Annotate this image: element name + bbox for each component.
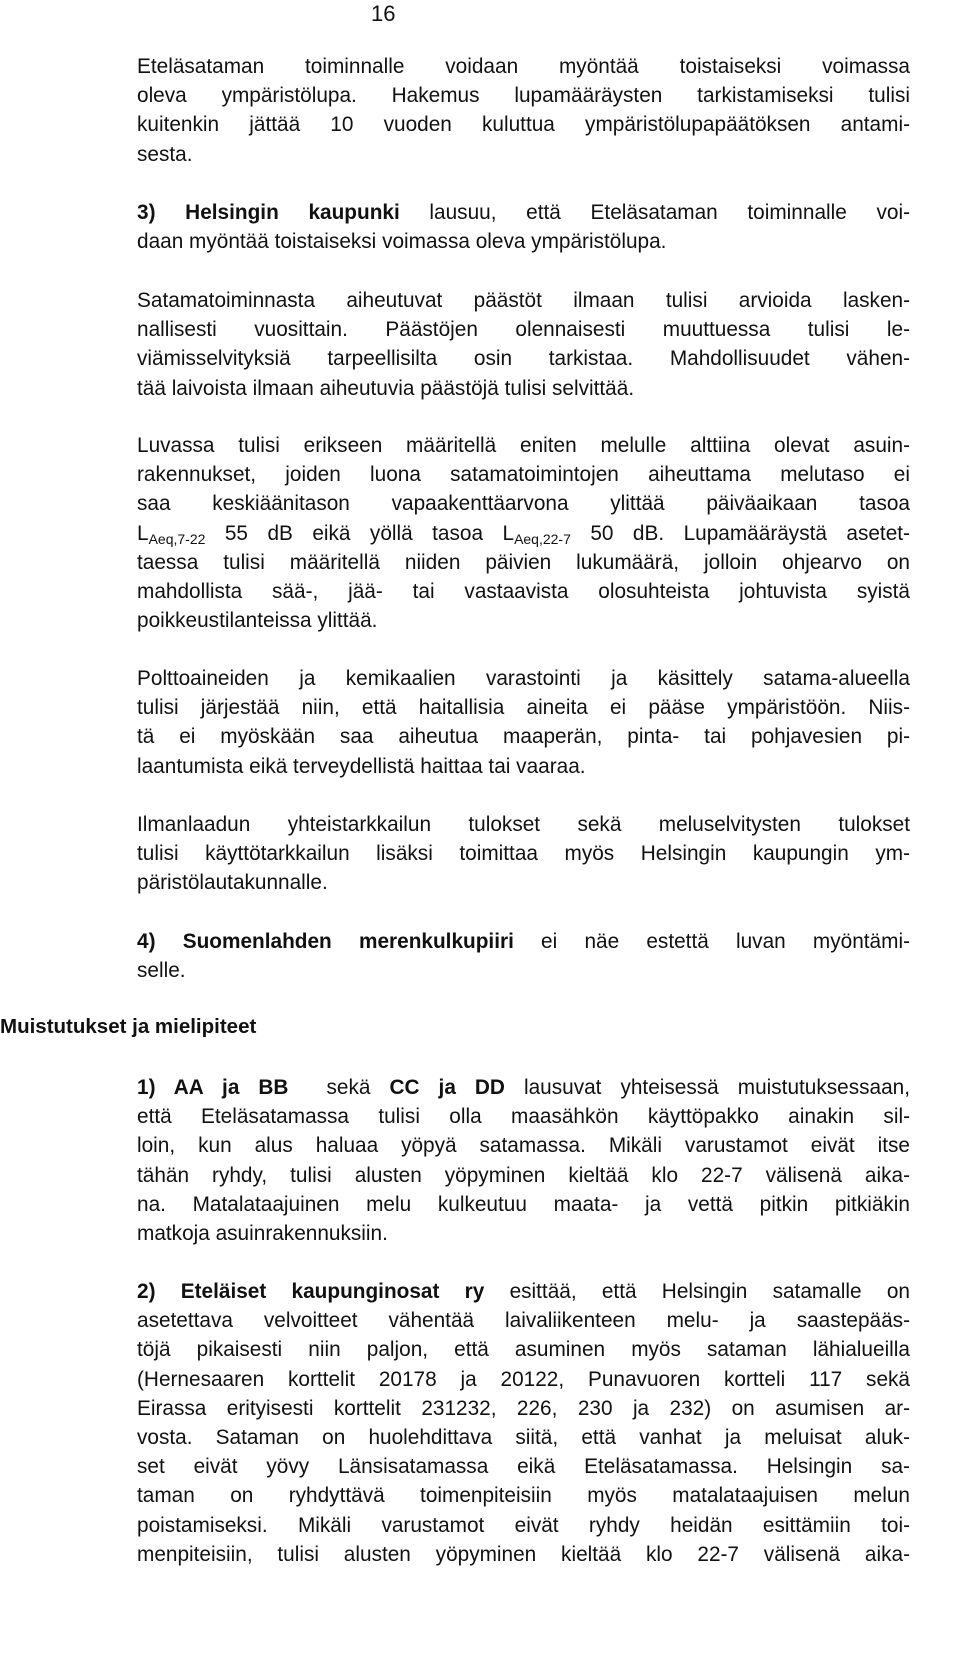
text-line: loin, kun alus haluaa yöpyä satamassa. Mikäli varustamot eivät itse [137,1134,910,1158]
text-line: vosta. Sataman on huolehdittava siitä, että vanhat ja meluisat aluk- [137,1425,910,1449]
bold-name: CC ja DD [389,1076,505,1099]
text-line: että Eteläsatamassa tulisi olla maasähkön käyttöpakko ainakin sil- [137,1105,910,1129]
text-run: lausuu, että Eteläsataman toiminnalle voi- [399,201,911,224]
noise-subscript: Aeq,7-22 [148,530,206,547]
text-line: Eirassa erityisesti korttelit 231232, 226, 230 ja 232) on asumisen ar- [137,1396,910,1420]
text-line: daan myöntää toistaiseksi voimassa oleva ympäristölupa. [137,230,667,254]
text-run: lausuvat yhteisessä muistutuksessaan, [504,1076,910,1099]
text-line: asetettava velvoitteet vähentää laivaliikenteen melu- ja saastepääs- [137,1309,910,1333]
text-line: tulisi käyttötarkkailun lisäksi toimittaa myös Helsingin kaupungin ym- [137,842,910,866]
text-line [137,1073,910,1102]
text-line [137,1277,910,1306]
text-line: Polttoaineiden ja kemikaalien varastointi ja käsittely satama-alueella [137,667,910,690]
text-line: laantumista eikä terveydellistä haittaa tai vaaraa. [137,754,586,778]
text-line: matkoja asuinrakennuksiin. [137,1221,388,1245]
text-run: 55 dB eikä yöllä tasoa [205,521,503,545]
text-line: rakennukset, joiden luona satamatoimintojen aiheuttama melutaso ei [137,463,910,487]
page-number: 16 [371,1,396,26]
text-run: ei näe estettä luvan myöntämi- [513,930,910,953]
text-line: (Hernesaaren korttelit 20178 ja 20122, Punavuoren kortteli 117 sekä [137,1367,910,1391]
text-line: Satamatoiminnasta aiheutuvat päästöt ilmaan tulisi arvioida lasken- [137,289,910,312]
text-line: päristölautakunnalle. [137,871,328,895]
bold-lead: 4) Suomenlahden merenkulkupiiri [137,930,514,953]
text-line: Luvassa tulisi erikseen määritellä eniten melulle alttiina olevat asuin- [137,434,910,457]
paragraph-9 [137,1277,910,1569]
text-line: sesta. [137,142,193,166]
paragraph-8 [137,1073,910,1248]
text-run: 50 dB. Lupamääräystä asetet- [570,521,910,545]
text-line: oleva ympäristölupa. Hakemus lupamääräysten tarkistamiseksi tulisi [137,84,910,108]
bold-lead: 2) Eteläiset kaupunginosat ry [137,1280,485,1303]
text-line: saa keskiäänitason vapaakenttäarvona ylittää päiväaikaan tasoa [137,492,910,516]
text-line [137,927,910,956]
text-line: nallisesti vuosittain. Päästöjen olennaisesti muuttuessa tulisi le- [137,318,910,342]
text-line: na. Matalataajuinen melu kulkeutuu maata- ja vettä pitkin pitkiäkin [137,1192,910,1216]
text-line: set eivät yövy Länsisatamassa eikä Eteläsatamassa. Helsingin sa- [137,1455,910,1479]
noise-subscript: Aeq,22-7 [514,530,571,547]
text-run: sekä [288,1076,390,1099]
text-line: kuitenkin jättää 10 vuoden kuluttua ympäristölupapäätöksen antami- [137,113,910,137]
paragraph-7 [137,927,910,985]
noise-symbol: L [137,521,149,545]
paragraph-3 [137,286,910,403]
text-line: töjä pikaisesti niin paljon, että asuminen myös sataman lähialueilla [137,1338,910,1362]
text-line [137,198,910,227]
text-line: taessa tulisi määritellä niiden päivien lukumäärä, jolloin ohjearvo on [137,550,910,574]
text-line: tähän ryhdy, tulisi alusten yöpyminen kieltää klo 22-7 välisenä aika- [137,1163,910,1187]
formula-line [137,519,910,548]
text-line: tä ei myöskään saa aiheutua maaperän, pinta- tai pohjavesien pi- [137,725,910,749]
text-line: taman on ryhdyttävä toimenpiteisiin myös matalataajuisen melun [137,1484,910,1508]
paragraph-2 [137,198,910,256]
text-line: poistamiseksi. Mikäli varustamot eivät ryhdy heidän esittämiin toi- [137,1513,910,1537]
text-line: Ilmanlaadun yhteistarkkailun tulokset sekä meluselvitysten tulokset [137,813,910,836]
text-line: selle. [137,959,186,983]
paragraph-4 [137,431,910,635]
bold-lead: 3) Helsingin kaupunki [137,201,400,224]
paragraph-1 [137,52,910,169]
section-heading: Muistutukset ja mielipiteet [0,1015,257,1038]
text-line: tulisi järjestää niin, että haitallisia aineita ei pääse ympäristöön. Niis- [137,696,910,720]
paragraph-5 [137,664,910,781]
text-line: mahdollista sää-, jää- tai vastaavista olosuhteista johtuvista syistä [137,579,910,603]
text-line: viämisselvityksiä tarpeellisilta osin tarkistaa. Mahdollisuudet vähen- [137,347,910,371]
text-run: esittää, että Helsingin satamalle on [484,1280,910,1303]
noise-symbol: L [502,521,515,545]
bold-name: 1) AA ja BB [137,1076,289,1099]
paragraph-6 [137,810,910,898]
text-line: menpiteisiin, tulisi alusten yöpyminen kieltää klo 22-7 välisenä aika- [137,1542,910,1566]
text-line: Eteläsataman toiminnalle voidaan myöntää toistaiseksi voimassa [137,55,910,78]
text-line: tää laivoista ilmaan aiheutuvia päästöjä tulisi selvittää. [137,376,635,400]
text-line: poikkeustilanteissa ylittää. [137,609,378,633]
